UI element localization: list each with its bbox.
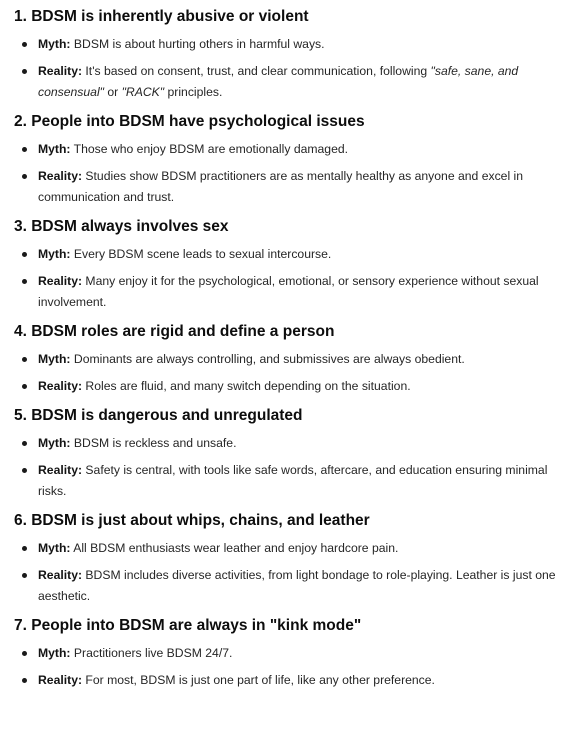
bullet-list — [14, 244, 562, 313]
reality-item — [14, 271, 562, 313]
reality-item — [14, 565, 562, 607]
reality-text: Many enjoy it for the psychological, emotional, or sensory experience without sexual involvement. — [38, 274, 539, 309]
reality-text: It's based on consent, trust, and clear communication, following — [82, 64, 431, 78]
bullet-icon — [22, 357, 27, 362]
bullet-icon — [22, 468, 27, 473]
reality-label: Reality: — [38, 379, 83, 393]
section-heading: 4. BDSM roles are rigid and define a person — [14, 323, 335, 340]
myth-item — [14, 139, 562, 160]
reality-label: Reality: — [38, 64, 83, 78]
bullet-icon — [22, 279, 27, 284]
bullet-icon — [22, 42, 27, 47]
myth-item — [14, 244, 562, 265]
bullet-icon — [22, 651, 27, 656]
myth-label: Myth: — [38, 37, 71, 51]
reality-item — [14, 460, 562, 502]
myth-section-3 — [14, 216, 562, 313]
myth-item — [14, 349, 562, 370]
myth-text: All BDSM enthusiasts wear leather and enjoy hardcore pain. — [70, 541, 399, 555]
reality-item — [14, 670, 562, 691]
reality-item — [14, 376, 562, 397]
bullet-list — [14, 139, 562, 208]
section-heading: 5. BDSM is dangerous and unregulated — [14, 407, 303, 424]
myth-section-7 — [14, 615, 562, 691]
myth-section-6 — [14, 510, 562, 607]
reality-item — [14, 166, 562, 208]
bullet-icon — [22, 573, 27, 578]
myth-item — [14, 538, 562, 559]
myth-section-2 — [14, 111, 562, 208]
bullet-list — [14, 538, 562, 607]
reality-label: Reality: — [38, 568, 83, 582]
section-heading: 6. BDSM is just about whips, chains, and leather — [14, 512, 370, 529]
reality-text: BDSM includes diverse activities, from light bondage to role-playing. Leather is just one aesthetic. — [38, 568, 556, 603]
reality-emphasis: "safe, sane, and consensual" — [38, 64, 519, 99]
reality-text: or — [103, 85, 122, 99]
section-heading: 2. People into BDSM have psychological issues — [14, 113, 365, 130]
myth-label: Myth: — [38, 352, 71, 366]
reality-text: principles. — [164, 85, 223, 99]
myth-label: Myth: — [38, 247, 71, 261]
reality-text: Studies show BDSM practitioners are as mentally healthy as anyone and excel in communication and trust. — [38, 169, 524, 204]
bullet-icon — [22, 252, 27, 257]
reality-item — [14, 61, 562, 103]
section-heading: 7. People into BDSM are always in "kink mode" — [14, 617, 362, 634]
reality-label: Reality: — [38, 673, 83, 687]
reality-label: Reality: — [38, 463, 83, 477]
myth-label: Myth: — [38, 436, 71, 450]
bullet-list — [14, 34, 562, 103]
bullet-icon — [22, 678, 27, 683]
myth-text: BDSM is about hurting others in harmful ways. — [70, 37, 325, 51]
bullet-icon — [22, 147, 27, 152]
bullet-icon — [22, 174, 27, 179]
bullet-icon — [22, 546, 27, 551]
bullet-list — [14, 349, 562, 397]
bullet-icon — [22, 384, 27, 389]
reality-text: For most, BDSM is just one part of life, like any other preference. — [82, 673, 435, 687]
myth-text: BDSM is reckless and unsafe. — [70, 436, 237, 450]
myth-item — [14, 34, 562, 55]
myth-section-5 — [14, 405, 562, 502]
reality-text: Roles are fluid, and many switch depending on the situation. — [82, 379, 411, 393]
bullet-list — [14, 643, 562, 691]
reality-emphasis: "RACK" — [121, 85, 165, 99]
reality-label: Reality: — [38, 169, 83, 183]
myth-item — [14, 643, 562, 664]
myth-section-1 — [14, 6, 562, 103]
bullet-icon — [22, 441, 27, 446]
bullet-list — [14, 433, 562, 502]
section-heading: 1. BDSM is inherently abusive or violent — [14, 8, 309, 25]
bullet-icon — [22, 69, 27, 74]
section-heading: 3. BDSM always involves sex — [14, 218, 229, 235]
myth-text: Every BDSM scene leads to sexual intercourse. — [70, 247, 332, 261]
myth-label: Myth: — [38, 541, 71, 555]
reality-text: Safety is central, with tools like safe words, aftercare, and education ensuring minimal risks. — [38, 463, 548, 498]
myth-label: Myth: — [38, 142, 71, 156]
reality-label: Reality: — [38, 274, 83, 288]
myth-item — [14, 433, 562, 454]
myth-text: Those who enjoy BDSM are emotionally damaged. — [70, 142, 349, 156]
myth-text: Dominants are always controlling, and submissives are always obedient. — [70, 352, 465, 366]
myth-label: Myth: — [38, 646, 71, 660]
myth-section-4 — [14, 321, 562, 397]
myth-text: Practitioners live BDSM 24/7. — [70, 646, 233, 660]
